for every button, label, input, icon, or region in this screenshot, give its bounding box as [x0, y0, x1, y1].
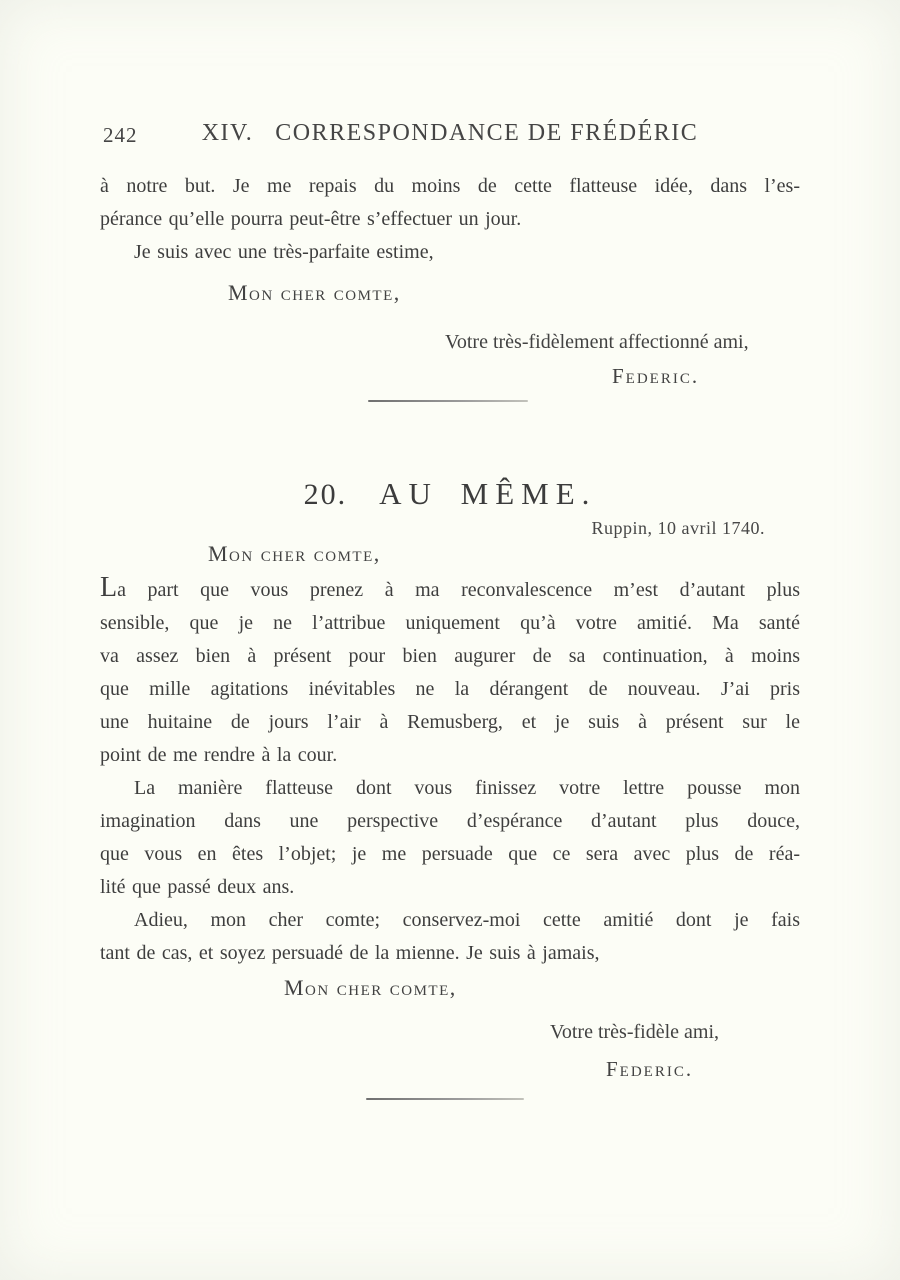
- letter-20-title: AU MÊME.: [379, 476, 597, 511]
- letter-19-signature: Federic.: [612, 364, 700, 388]
- separator-rule: [368, 400, 528, 402]
- text-line: La manière flatteuse dont vous finissez votre lettre pousse mon: [134, 777, 800, 799]
- letter-19-salutation: Mon cher comte,: [228, 280, 401, 305]
- text-line: La part que vous prenez à ma reconvalescence m’est d’autant plus: [100, 572, 800, 603]
- letter-19-end-paragraph: [100, 170, 800, 269]
- text-line: pérance qu’elle pourra peut-être s’effectuer un jour.: [100, 208, 522, 230]
- text-line: Adieu, mon cher comte; conservez-moi cette amitié dont je fais: [134, 909, 800, 931]
- text-line: une huitaine de jours l’air à Remusberg, et je suis à présent sur le: [100, 711, 800, 733]
- text-line: point de me rendre à la cour.: [100, 744, 338, 766]
- text-line: à notre but. Je me repais du moins de cette flatteuse idée, dans l’es-: [100, 175, 800, 197]
- letter-20-salutation: Mon cher comte,: [208, 541, 381, 566]
- text-line: que vous en êtes l’objet; je me persuade que ce sera avec plus de réa-: [100, 843, 800, 865]
- letter-20-dateline: Ruppin, 10 avril 1740.: [591, 518, 765, 538]
- letter-20-valediction: Votre très-fidèle ami,: [550, 1021, 720, 1043]
- paragraph: [100, 574, 800, 772]
- text-line: que mille agitations inévitables ne la dérangent de nouveau. J’ai pris: [100, 678, 800, 700]
- letter-20-heading: [100, 476, 800, 512]
- text-line: tant de cas, et soyez persuadé de la mienne. Je suis à jamais,: [100, 942, 600, 964]
- letter-20-number: 20.: [303, 478, 348, 511]
- paragraph: [100, 772, 800, 904]
- page-number: 242: [103, 123, 138, 147]
- text-line: imagination dans une perspective d’espérance d’autant plus douce,: [100, 810, 800, 832]
- separator-rule: [366, 1098, 524, 1100]
- text-line: Je suis avec une très-parfaite estime,: [134, 241, 434, 263]
- letter-20-body: [100, 574, 800, 970]
- text-line: sensible, que je ne l’attribue uniquement qu’à votre amitié. Ma santé: [100, 612, 800, 634]
- paragraph: [100, 904, 800, 970]
- running-head: [100, 120, 800, 147]
- section-number: XIV.: [201, 120, 254, 146]
- letter-19-valediction: Votre très-fidèlement affectionné ami,: [445, 331, 749, 353]
- letter-20-signature: Federic.: [606, 1057, 694, 1081]
- running-title: CORRESPONDANCE DE FRÉDÉRIC: [275, 120, 699, 146]
- text-line: lité que passé deux ans.: [100, 876, 295, 898]
- text-line: va assez bien à présent pour bien augurer de sa continuation, à moins: [100, 645, 800, 667]
- letter-20-closing-salutation: Mon cher comte,: [284, 975, 457, 1000]
